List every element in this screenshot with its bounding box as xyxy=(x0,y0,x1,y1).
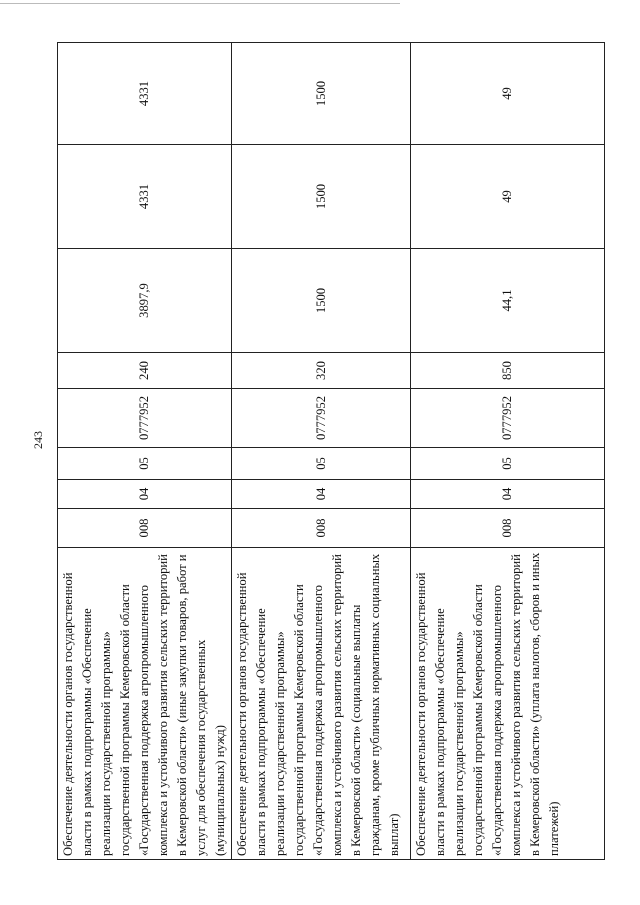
section-code: 04 xyxy=(58,480,232,509)
section-code: 04 xyxy=(411,480,605,509)
row-description: Обеспечение деятельности органов государственной власти в рамках подпрограммы «Обеспечение реализации государственной программы» государственной программы Кемеровской области «Государственная поддержка агропромышленного комплекса и устойчивого развития сельских территорий в Кемеровской области» (уплата налогов, сборов и иных платежей) xyxy=(411,548,605,860)
page-number: 243 xyxy=(31,431,45,449)
ministry-code: 008 xyxy=(58,509,232,548)
target-code: 0777952 xyxy=(58,389,232,448)
subsection-code: 05 xyxy=(411,448,605,480)
scan-edge-line xyxy=(0,3,400,4)
section-code: 04 xyxy=(232,480,411,509)
table-row xyxy=(58,43,232,860)
amount-2: 4331 xyxy=(58,145,232,249)
amount-2: 1500 xyxy=(232,145,411,249)
ministry-code: 008 xyxy=(232,509,411,548)
amount-1: 1500 xyxy=(232,249,411,353)
expense-type-code: 850 xyxy=(411,353,605,389)
amount-3: 4331 xyxy=(58,43,232,145)
target-code: 0777952 xyxy=(411,389,605,448)
subsection-code: 05 xyxy=(232,448,411,480)
table-row xyxy=(232,43,411,860)
subsection-code: 05 xyxy=(58,448,232,480)
budget-table xyxy=(57,42,605,860)
ministry-code: 008 xyxy=(411,509,605,548)
expense-type-code: 320 xyxy=(232,353,411,389)
expense-type-code: 240 xyxy=(58,353,232,389)
amount-1: 3897,9 xyxy=(58,249,232,353)
row-description: Обеспечение деятельности органов государственной власти в рамках подпрограммы «Обеспечение реализации государственной программы» государственной программы Кемеровской области «Государственная поддержка агропромышленного комплекса и устойчивого развития сельских территорий в Кемеровской области» (иные закупки товаров, работ и услуг для обеспечения государственных (муниципальных) нужд) xyxy=(58,548,232,860)
budget-table-rotated xyxy=(57,43,604,860)
amount-3: 49 xyxy=(411,43,605,145)
row-description: Обеспечение деятельности органов государственной власти в рамках подпрограммы «Обеспечение реализации государственной программы» государственной программы Кемеровской области «Государственная поддержка агропромышленного комплекса и устойчивого развития сельских территорий в Кемеровской области» (социальные выплаты гражданам, кроме публичных нормативных социальных выплат) xyxy=(232,548,411,860)
amount-3: 1500 xyxy=(232,43,411,145)
table-row xyxy=(411,43,605,860)
amount-2: 49 xyxy=(411,145,605,249)
amount-1: 44,1 xyxy=(411,249,605,353)
target-code: 0777952 xyxy=(232,389,411,448)
